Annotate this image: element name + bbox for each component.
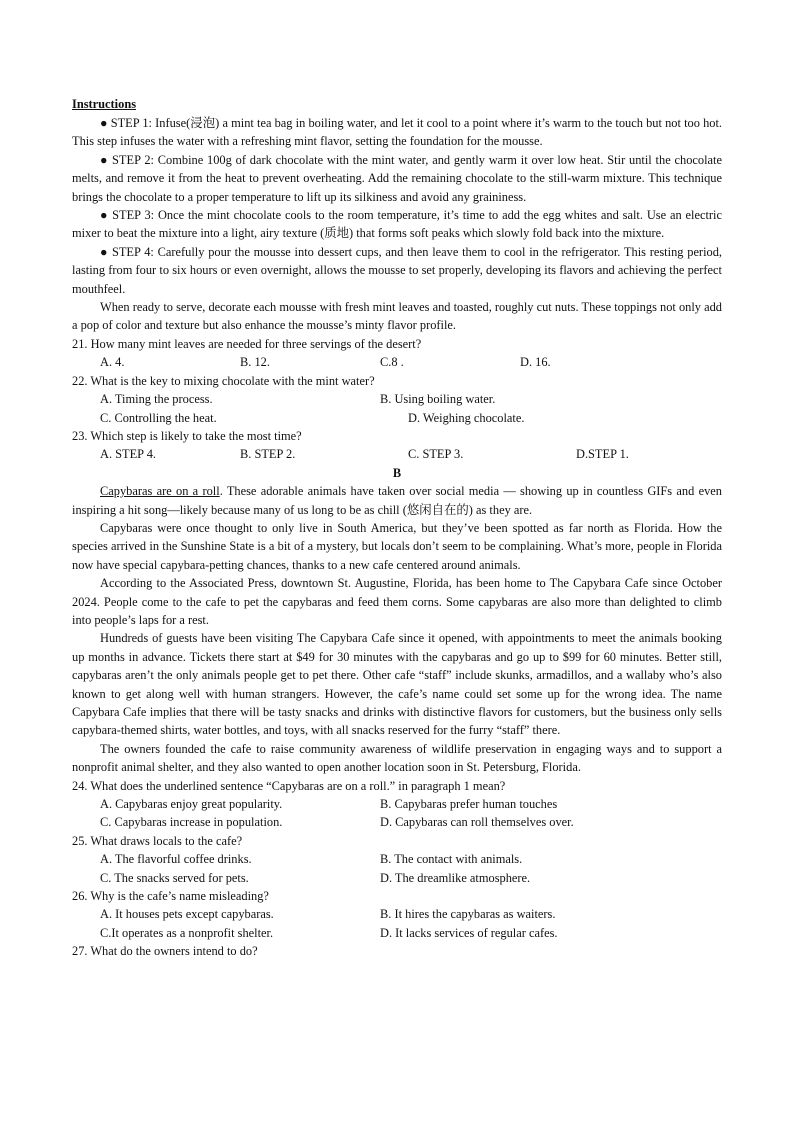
question-25-options	[72, 850, 722, 887]
option-b: B. Using boiling water.	[380, 392, 496, 407]
option-a: A. It houses pets except capybaras.	[100, 907, 274, 922]
option-a: A. 4.	[100, 355, 125, 370]
option-b: B. It hires the capybaras as waiters.	[380, 907, 556, 922]
option-d: D. 16.	[520, 355, 551, 370]
step-2-paragraph: ● STEP 2: Combine 100g of dark chocolate with the mint water, and gently warm it over low heat. Stir until the chocolate melts, and remove it from the heat to prevent overheating. Add the remaining chocolate to the still-warm mixture. This technique brings the chocolate to a proper temperature to lift up its silkiness and avoid any graininess.	[72, 152, 722, 204]
serving-paragraph: When ready to serve, decorate each mousse with fresh mint leaves and toasted, roughly cut nuts. These toppings not only add a pop of color and texture but also enhance the mousse’s minty flavor profile.	[72, 300, 722, 333]
option-b: B. STEP 2.	[240, 447, 296, 462]
option-d: D.STEP 1.	[576, 447, 629, 462]
underlined-sentence: Capybaras are on a roll	[100, 484, 220, 499]
question-21: 21. How many mint leaves are needed for three servings of the desert?	[72, 336, 422, 351]
question-26: 26. Why is the cafe’s name misleading?	[72, 889, 269, 904]
option-b: B. 12.	[240, 355, 270, 370]
passage-b-paragraph-1	[72, 482, 722, 519]
step-1-paragraph: ● STEP 1: Infuse(浸泡) a mint tea bag in boiling water, and let it cool to a point where it’s warm to the touch but not too hot. This step infuses the water with a refreshing mint flavor, setting the foundation for the mousse.	[72, 116, 722, 149]
option-c: C.It operates as a nonprofit shelter.	[100, 925, 274, 940]
question-25: 25. What draws locals to the cafe?	[72, 833, 243, 848]
question-21-options	[72, 353, 722, 371]
passage-b-paragraph-3: According to the Associated Press, downtown St. Augustine, Florida, has been home to The Capybara Cafe since October 2024. People come to the cafe to pet the capybaras and feed them corns. Some capybaras are also more than delighted to climb into people’s laps for a rest.	[72, 576, 722, 627]
option-c: C. Controlling the heat.	[100, 410, 217, 425]
paragraph-1-rest: . These adorable animals have taken over social media — showing up in countless GIFs and even inspiring a hit song—likely because many of us long to be as chill (悠闲自在的) as they are.	[72, 484, 722, 517]
option-a: A. Timing the process.	[100, 392, 213, 407]
step-4-paragraph: ● STEP 4: Carefully pour the mousse into dessert cups, and then leave them to cool in the refrigerator. This resting period, lasting from four to six hours or even overnight, allows the mousse to set properly, developing its flavors and achieving the perfect mouthfeel.	[72, 244, 722, 296]
option-c: C. STEP 3.	[408, 447, 464, 462]
question-22: 22. What is the key to mixing chocolate with the mint water?	[72, 373, 375, 388]
option-a: A. The flavorful coffee drinks.	[100, 852, 252, 867]
question-26-options	[72, 905, 722, 942]
option-a: A. Capybaras enjoy great popularity.	[100, 797, 283, 812]
passage-b-paragraph-4: Hundreds of guests have been visiting The Capybara Cafe since it opened, with appointments to meet the animals booking up months in advance. Tickets there start at $49 for 30 minutes with the capybaras and go up to $99 for 60 minutes. Better still, capybaras aren’t the only animals people get to pet there. Other cafe “staff” include skunks, armadillos, and a wallaby who’s also known to get along well with human strangers. However, the cafe’s name could set some up for the wrong idea. The name Capybara Cafe implies that there will be tasty snacks and drinks with distinctive flavors for customers, but the business only sells capybara-themed shirts, water bottles, and toys, with all snacks reserved for the furry “staff” there.	[72, 631, 722, 738]
question-24: 24. What does the underlined sentence “Capybaras are on a roll.” in paragraph 1 mean?	[72, 778, 506, 793]
question-24-options	[72, 795, 722, 832]
option-a: A. STEP 4.	[100, 447, 156, 462]
question-22-options	[72, 390, 722, 427]
option-b: B. Capybaras prefer human touches	[380, 797, 558, 812]
section-b-label: B	[392, 465, 402, 480]
step-3-paragraph: ● STEP 3: Once the mint chocolate cools to the room temperature, it’s time to add the egg whites and salt. Use an electric mixer to beat the mixture into a light, airy texture (质地) that forms soft peaks which slowly fold back into the mixture.	[72, 208, 722, 241]
option-d: D. The dreamlike atmosphere.	[380, 870, 531, 885]
passage-b-paragraph-5: The owners founded the cafe to raise community awareness of wildlife preservation in engaging ways and to support a nonprofit animal shelter, and they also wanted to open another location soon in St. Petersburg, Florida.	[72, 741, 722, 775]
option-d: D. It lacks services of regular cafes.	[380, 925, 558, 940]
passage-b-paragraph-2: Capybaras were once thought to only live in South America, but they’ve been spotted as far north as Florida. How the species arrived in the Sunshine State is a bit of a mystery, but locals don’t seem to be complaining. What’s more, people in Florida now have special capybara-petting chances, thanks to a new cafe centered around animals.	[72, 520, 722, 572]
option-b: B. The contact with animals.	[380, 852, 523, 867]
question-23: 23. Which step is likely to take the most time?	[72, 428, 302, 443]
option-c: C.8 .	[380, 355, 404, 370]
option-c: C. Capybaras increase in population.	[100, 815, 283, 830]
question-23-options	[72, 445, 722, 463]
page-content	[72, 95, 722, 961]
option-d: D. Weighing chocolate.	[408, 410, 525, 425]
section-heading: Instructions	[72, 97, 137, 111]
option-c: C. The snacks served for pets.	[100, 870, 249, 885]
option-d: D. Capybaras can roll themselves over.	[380, 815, 574, 830]
question-27: 27. What do the owners intend to do?	[72, 944, 258, 959]
